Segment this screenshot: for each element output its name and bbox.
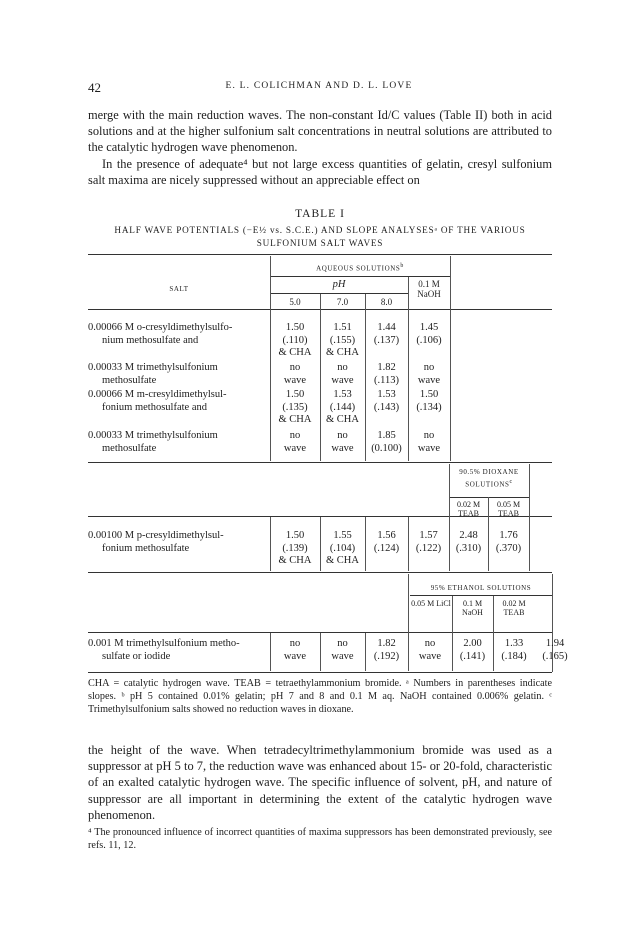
ethanol-col-header: 0.02 M TEAB [502,599,526,617]
table-footnote: CHA = catalytic hydrogen wave. TEAB = tetraethylammonium bromide. ᵃ Numbers in parentheses indicate slopes. ᵇ pH 5 contained 0.01% gelatin; pH 7 and 8 and 0.1 M aq. NaOH contained 0.006% gelatin. ᶜ Trimethylsulfonium salts showed no reduction waves in dioxane. [88,678,552,716]
ph-value-header: 8.0 [380,297,393,307]
table-cell: 1.82 (.113) [374,362,399,386]
table-cell: no wave [331,638,354,662]
table-cell: no wave [283,430,307,454]
running-head: E. L. COLICHMAN AND D. L. LOVE [225,81,413,91]
salt-header: SALT [169,285,189,293]
ethanol-col-header: 0.1 M NaOH [462,599,483,617]
table-cell: no wave [417,430,441,454]
salt-label: 0.00066 M m-cresyldimethylsul- fonium methosulfate and [88,389,227,413]
table-cell: no wave [417,362,441,386]
table-cell: no wave [331,362,354,386]
ph-value-header: 5.0 [289,297,301,307]
page-footnote: ⁴ The pronounced influence of incorrect quantities of maxima suppressors has been demonstrated previously, see refs. 11, 12. [88,827,552,852]
table-cell: 1.50 (.110) & CHA [278,322,312,358]
table-cell: 1.55 (.104) & CHA [326,530,359,566]
salt-label: 0.00066 M o-cresyldimethylsulfo- nium methosulfate and [88,322,233,346]
dioxane-col-header: 0.02 M TEAB [456,500,481,518]
table-rule [88,572,552,573]
table-cell: 1.50 (.134) [416,389,442,413]
table-cell: 1.50 (.135) & CHA [278,389,312,425]
table-cell: no wave [331,430,354,454]
table-cell: 1.44 (.137) [373,322,400,346]
salt-label: 0.00033 M trimethylsulfonium methosulfate [88,362,218,386]
table-rule [270,276,450,277]
table-cell: 1.94 (.165) [542,638,568,662]
salt-label: 0.001 M trimethylsulfonium metho- sulfate or iodide [88,638,240,662]
dioxane-header: 90.5% DIOXANE SOLUTIONS$^c$ [459,468,519,489]
table-rule [450,256,451,461]
naoh-header: 0.1 M NaOH [417,279,441,299]
table-cell: 1.50 (.139) & CHA [278,530,312,566]
table-cell: no wave [283,638,307,662]
ph-value-header: 7.0 [336,297,349,307]
table-cell: 1.76 (.370) [495,530,522,554]
table-cell: no wave [418,638,442,662]
table-rule [270,293,408,294]
table-rule [449,497,529,498]
ph-header: pH [332,279,346,290]
salt-label: 0.00100 M p-cresyldimethylsul- fonium methosulfate [88,530,224,554]
paragraph-text: In the presence of adequate⁴ but not large excess quantities of gelatin, cresyl sulfonium salt maxima are nicely suppressed without an appreciable effect on [88,156,552,187]
table-cell: 1.57 (.122) [415,530,442,554]
table-rule [88,462,552,463]
table-cell: 1.53 (.144) & CHA [326,389,359,425]
table-caption: HALF WAVE POTENTIALS (−E½ vs. S.C.E.) AND SLOPE ANALYSESᵃ OF THE VARIOUS SULFONIUM SALT WAVES [114,225,526,248]
ethanol-col-header: 0.05 M LiCl [411,599,451,608]
salt-label: 0.00033 M trimethylsulfonium methosulfate [88,430,218,454]
table-cell: 1.45 (.106) [416,322,442,346]
table-cell: 1.85 (0.100) [371,430,402,454]
table-rule [88,672,552,673]
table-rule [88,254,552,255]
table-title: TABLE I [295,208,345,220]
table-cell: 1.82 (.192) [373,638,400,662]
table-rule [529,464,530,571]
ethanol-header: 95% ETHANOL SOLUTIONS [430,584,532,592]
page-number: 42 [88,80,101,95]
table-cell: 1.56 (.124) [373,530,400,554]
table-rule [410,595,552,596]
table-cell: 2.48 (.310) [455,530,482,554]
aqueous-header: AQUEOUS SOLUTIONS$^b$ [316,263,404,273]
dioxane-col-header: 0.05 M TEAB [496,500,521,518]
table-cell: no wave [283,362,307,386]
paragraph-bottom: the height of the wave. When tetradecyltrimethylammonium bromide was used as a suppressor at pH 5 to 7, the reduction wave was enhanced about 15- or 20-fold, characteristic of an exalted catalytic hydrogen wave. The specific influence of solvent, pH, and nature of suppressor are all important in determining the extent of the catalytic hydrogen wave phenomenon. [88,743,552,822]
table-cell: 1.53 (.143) [373,389,400,413]
table-cell: 1.33 (.184) [501,638,527,662]
paragraph-top [88,107,552,188]
page-header [88,80,550,96]
table-cell: 1.51 (.155) & CHA [326,322,359,358]
table-cell: 2.00 (.141) [459,638,486,662]
paragraph-text: merge with the main reduction waves. The non-constant Id/C values (Table II) both in acid solutions and at the higher sulfonium salt concentrations in neutral solutions are attributed to the catalytic hydrogen wave phenomenon. [88,108,552,155]
